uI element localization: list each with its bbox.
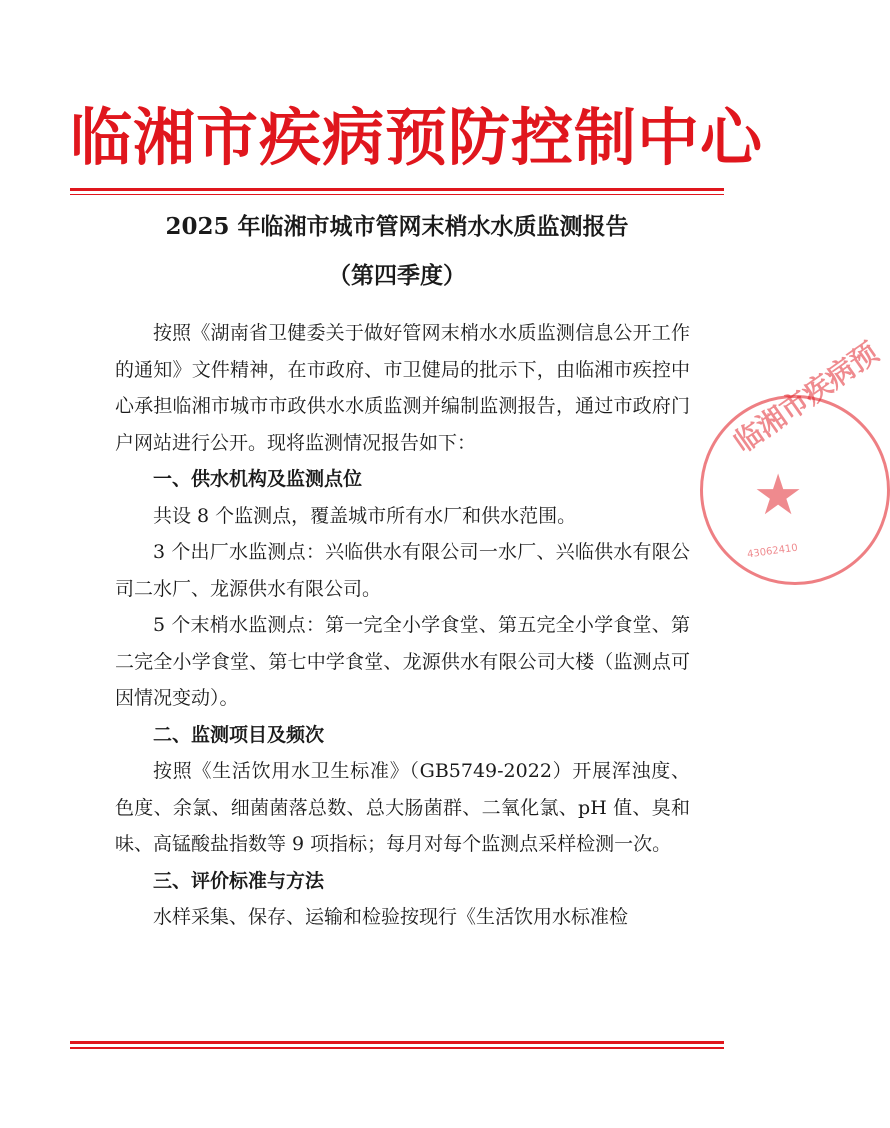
body-paragraph: 3 个出厂水监测点：兴临供水有限公司一水厂、兴临供水有限公司二水厂、龙源供水有限公司。 [115, 541, 690, 600]
body-paragraph: 共设 8 个监测点，覆盖城市所有水厂和供水范围。 [153, 504, 577, 527]
header-red-rule-thick [70, 188, 724, 191]
official-seal [700, 335, 890, 585]
body-paragraph: 水样采集、保存、运输和检验按现行《生活饮用水标准检 [153, 906, 629, 928]
body-paragraph: 按照《湖南省卫健委关于做好管网末梢水水质监测信息公开工作的通知》文件精神，在市政府、市卫健局的批示下，由临湘市疾控中心承担临湘市城市市政供水水质监测并编制监测报告，通过市政府门户网站进行公开。现将监测情况报告如下： [115, 322, 690, 454]
section-heading: 三、评价标准与方法 [153, 869, 325, 892]
seal-text: 临湘市疾病预 [727, 335, 885, 460]
body-paragraph: 5 个末梢水监测点：第一完全小学食堂、第五完全小学食堂、第二完全小学食堂、第七中学食堂、龙源供水有限公司大楼（监测点可因情况变动）。 [115, 614, 690, 709]
document-body [115, 315, 690, 936]
section-heading: 二、监测项目及频次 [153, 723, 325, 746]
section-heading: 一、供水机构及监测点位 [153, 468, 363, 490]
body-paragraph: 按照《生活饮用水卫生标准》（GB5749-2022）开展浑浊度、色度、余氯、细菌菌落总数、总大肠菌群、二氧化氯、pH 值、臭和味、高锰酸盐指数等 9 项指标；每月对每个监测点采样检测一次。 [115, 760, 690, 855]
seal-star-icon: ★ [753, 463, 804, 528]
seal-code: 43062410 [746, 542, 799, 561]
org-header-title: 临湘市疾病预防控制中心 [70, 101, 764, 174]
document-title: 2025 年临湘市城市管网末梢水水质监测报告 [165, 213, 629, 240]
footer-red-rule-thin [70, 1047, 724, 1049]
footer-red-rule-thick [70, 1041, 724, 1044]
document-subtitle: （第四季度） [328, 262, 466, 289]
header-red-rule-thin [70, 194, 724, 195]
